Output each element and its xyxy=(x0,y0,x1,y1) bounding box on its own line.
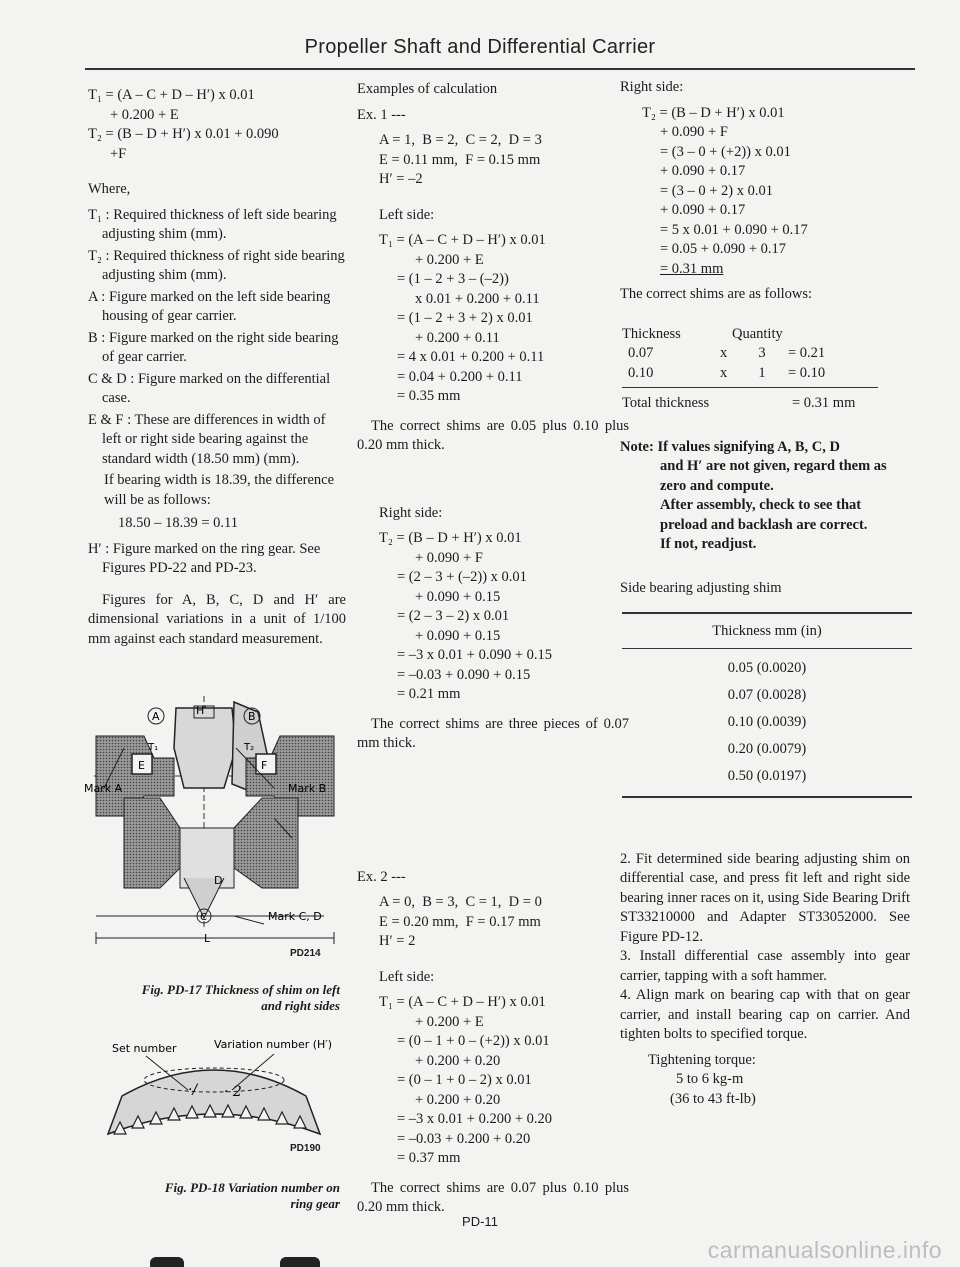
step-2: 2. Fit determined side bearing adjusting shim on differential case, and press fit left and right side bearing inner races on it, using Side Bearing Drift ST33210000 and Adapter ST33052000. See Figure PD-12. xyxy=(620,850,910,945)
ex2-right-line-1: T₂ = (B – D + H′) x 0.01 xyxy=(642,104,785,121)
table-divider xyxy=(622,387,878,388)
scan-artifact xyxy=(280,1257,320,1267)
def-difference: 18.50 – 18.39 = 0.11 xyxy=(118,515,239,531)
ex1-left-note: The correct shims are 0.05 plus 0.10 plus 0.20 mm thick. xyxy=(357,417,629,453)
def-t2: T₂ : Required thickness of right side bearing adjusting shim (mm). xyxy=(88,247,345,283)
def-a: A : Figure marked on the left side bearing housing of gear carrier. xyxy=(88,288,331,324)
ex2-left-line-8: = –0.03 + 0.200 + 0.20 xyxy=(397,1130,531,1147)
def-b: B : Figure marked on the right side bearing of gear carrier. xyxy=(88,329,339,365)
ex2-right-line-5: = (3 – 0 + 2) x 0.01 xyxy=(660,182,774,199)
ex2-right-side-label: Right side: xyxy=(620,79,684,95)
fig17-caption xyxy=(100,982,340,1014)
row1-qty: 3 xyxy=(758,345,766,361)
fig17-mark-cd: Mark C, D xyxy=(268,910,322,923)
note-line-4: After assembly, check to see that xyxy=(660,497,862,513)
column-middle xyxy=(357,80,629,1218)
fig17-caption-line2: and right sides xyxy=(261,998,340,1013)
ex1-right-side-label: Right side: xyxy=(379,504,443,521)
formula-t2: T₂ = (B – D + H′) x 0.01 + 0.090 xyxy=(88,126,279,142)
fig18-caption-line2: ring gear xyxy=(290,1196,340,1211)
fig17-label-e: E xyxy=(138,759,145,772)
note-line-6: If not, readjust. xyxy=(660,536,757,552)
table-row xyxy=(622,364,878,384)
shim-quantity-table xyxy=(622,325,878,414)
fig17-label-c: C xyxy=(200,912,207,923)
fig17-label-d: D xyxy=(214,874,223,887)
ex1-right-line-2: + 0.090 + F xyxy=(415,549,483,566)
figure-pd18 xyxy=(84,1030,346,1160)
note-line-5: preload and backlash are correct. xyxy=(660,516,868,533)
fig17-label-h: H′ xyxy=(196,704,207,717)
correct-shims-label: The correct shims are as follows: xyxy=(620,286,813,302)
ex1-right-line-1: T₂ = (B – D + H′) x 0.01 xyxy=(379,530,522,546)
ex2-left-line-4: + 0.200 + 0.20 xyxy=(415,1052,501,1069)
ex1-left-line-3: = (1 – 2 + 3 – (–2)) xyxy=(397,271,509,287)
header-quantity: Quantity xyxy=(732,325,783,342)
note-block xyxy=(620,438,920,555)
def-h: H′ : Figure marked on the ring gear. See Figures PD-22 and PD-23. xyxy=(88,540,321,576)
def-ef: E & F : These are differences in width of left or right side bearing against the standard width (18.50 mm) (mm). xyxy=(88,411,326,467)
fig17-label-t2: T₂ xyxy=(244,742,255,753)
table-row: 0.50 (0.0197) xyxy=(727,767,807,784)
row1-x: x xyxy=(720,345,728,361)
figure-pd18-drawing xyxy=(84,1030,346,1160)
shim-table-header: Thickness mm (in) xyxy=(712,623,822,639)
fig17-label-f: F xyxy=(261,759,268,772)
shim-quantity-header xyxy=(622,325,878,345)
fig17-caption-line1: Fig. PD-17 Thickness of shim on left xyxy=(141,982,340,997)
ex2-right-line-7: = 5 x 0.01 + 0.090 + 0.17 xyxy=(660,221,808,238)
ex2-right-line-8: = 0.05 + 0.090 + 0.17 xyxy=(660,241,787,257)
ex2-right-line-3: = (3 – 0 + (+2)) x 0.01 xyxy=(660,143,791,160)
ex2-left-note: The correct shims are 0.07 plus 0.10 plus 0.20 mm thick. xyxy=(357,1179,629,1215)
fig17-mark-b: Mark B xyxy=(288,782,327,795)
row1-result: = 0.21 xyxy=(788,345,826,361)
ex1-left-line-6: + 0.200 + 0.11 xyxy=(415,329,500,346)
fig17-label-a: A xyxy=(152,710,160,723)
fig17-label-t1: T₁ xyxy=(148,742,159,753)
torque-kgm: 5 to 6 kg-m xyxy=(676,1071,744,1087)
fig17-label-l: L xyxy=(204,932,211,945)
ex1-left-line-8: = 0.04 + 0.200 + 0.11 xyxy=(397,368,523,385)
ex1-right-note: The correct shims are three pieces of 0.07 mm thick. xyxy=(357,715,629,751)
fig18-code: PD190 xyxy=(290,1143,321,1154)
ex2-left-line-1: T₁ = (A – C + D – H′) x 0.01 xyxy=(379,994,546,1010)
torque-ftlb: (36 to 43 ft-lb) xyxy=(670,1090,756,1107)
fig18-caption-line1: Fig. PD-18 Variation number on xyxy=(164,1180,340,1195)
fig18-variation-number: Variation number (H′) xyxy=(214,1038,333,1051)
ex2-left-line-6: + 0.200 + 0.20 xyxy=(415,1091,501,1108)
fig17-mark-a: Mark A xyxy=(84,782,123,795)
formula-t2-cont: +F xyxy=(110,145,127,162)
header-rule xyxy=(85,68,915,70)
ex1-right-line-4: + 0.090 + 0.15 xyxy=(415,588,501,605)
table-row: 0.20 (0.0079) xyxy=(727,740,807,757)
ex2-label: Ex. 2 --- xyxy=(357,868,406,885)
total-row xyxy=(622,394,878,414)
watermark: carmanualsonline.info xyxy=(707,1237,942,1263)
def-t1: T₁ : Required thickness of left side bearing adjusting shim (mm). xyxy=(88,206,337,242)
ex1-right-line-8: = –0.03 + 0.090 + 0.15 xyxy=(397,666,531,683)
ex1-right-line-7: = –3 x 0.01 + 0.090 + 0.15 xyxy=(397,647,553,663)
where-label: Where, xyxy=(88,181,131,197)
row2-qty: 1 xyxy=(758,364,766,381)
ex1-left-line-9: = 0.35 mm xyxy=(397,388,461,404)
note-line-1: Note: If values signifying A, B, C, D xyxy=(620,438,840,455)
ex1-left-line-2: + 0.200 + E xyxy=(415,251,484,268)
ex2-right-line-2: + 0.090 + F xyxy=(660,124,728,140)
fig18-caption xyxy=(100,1180,340,1212)
row2-x: x xyxy=(720,364,728,381)
formula-t1: T₁ = (A – C + D – H′) x 0.01 xyxy=(88,87,255,103)
table-row: 0.05 (0.0020) xyxy=(727,659,807,676)
fig18-mark-variation: · 2 xyxy=(224,1084,242,1100)
ex2-right-line-4: + 0.090 + 0.17 xyxy=(660,163,746,179)
ex2-left-line-3: = (0 – 1 + 0 – (+2)) x 0.01 xyxy=(397,1033,550,1049)
ex1-left-line-5: = (1 – 2 + 3 + 2) x 0.01 xyxy=(397,310,533,326)
ex1-label: Ex. 1 --- xyxy=(357,106,406,123)
column-left xyxy=(88,86,346,649)
ex1-right-line-3: = (2 – 3 + (–2)) x 0.01 xyxy=(397,569,527,585)
ex2-val-3: H′ = 2 xyxy=(379,933,416,949)
torque-label: Tightening torque: xyxy=(648,1051,756,1068)
page-header: Propeller Shaft and Differential Carrier xyxy=(304,36,656,58)
ex2-left-line-9: = 0.37 mm xyxy=(397,1150,461,1166)
examples-title: Examples of calculation xyxy=(357,81,498,97)
header-thickness: Thickness xyxy=(622,325,681,342)
fig17-code: PD214 xyxy=(290,948,321,959)
ex2-left-line-5: = (0 – 1 + 0 – 2) x 0.01 xyxy=(397,1072,532,1088)
ex1-right-line-6: + 0.090 + 0.15 xyxy=(415,627,501,644)
table-row: 0.07 (0.0028) xyxy=(727,686,807,703)
page-number: PD-11 xyxy=(462,1214,498,1229)
ex2-val-2: E = 0.20 mm, F = 0.17 mm xyxy=(379,913,541,930)
ex1-val-3: H′ = –2 xyxy=(379,171,423,187)
figures-paragraph: Figures for A, B, C, D and H′ are dimensional variations in a unit of 1/100 mm against each standard measurement. xyxy=(88,591,346,647)
ex1-left-line-4: x 0.01 + 0.200 + 0.11 xyxy=(415,290,540,307)
fig17-label-b: B xyxy=(248,710,256,723)
fig18-set-number: Set number xyxy=(112,1042,177,1055)
step-3: 3. Install differential case assembly into gear carrier, tapping with a soft hammer. xyxy=(620,948,910,984)
row2-result: = 0.10 xyxy=(788,364,826,381)
row1-thickness: 0.07 xyxy=(628,345,654,361)
ex1-val-2: E = 0.11 mm, F = 0.15 mm xyxy=(379,151,541,168)
note-line-2: and H′ are not given, regard them as xyxy=(660,458,887,474)
ex1-left-line-1: T₁ = (A – C + D – H′) x 0.01 xyxy=(379,232,546,248)
def-cd: C & D : Figure marked on the differential case. xyxy=(88,370,331,406)
ex1-left-side-label: Left side: xyxy=(379,206,435,223)
step-4: 4. Align mark on bearing cap with that on gear carrier, and install bearing cap on carrier. And tighten bolts to specified torque. xyxy=(620,987,910,1042)
ex1-right-line-9: = 0.21 mm xyxy=(397,686,461,702)
shim-thickness-table xyxy=(622,612,912,798)
fig18-mark-set: ·/ xyxy=(188,1082,198,1098)
ex2-left-line-7: = –3 x 0.01 + 0.200 + 0.20 xyxy=(397,1111,553,1127)
table-row xyxy=(622,344,878,364)
total-value: = 0.31 mm xyxy=(792,395,856,411)
column-right xyxy=(620,78,920,1109)
ex2-right-line-6: + 0.090 + 0.17 xyxy=(660,202,746,218)
ex1-left-line-7: = 4 x 0.01 + 0.200 + 0.11 xyxy=(397,349,545,365)
ex2-val-1: A = 0, B = 3, C = 1, D = 0 xyxy=(379,894,542,910)
figure-pd17-drawing xyxy=(84,688,346,950)
ex1-val-1: A = 1, B = 2, C = 2, D = 3 xyxy=(379,132,542,148)
formula-t1-cont: + 0.200 + E xyxy=(110,106,179,123)
ex2-left-side-label: Left side: xyxy=(379,968,435,985)
shim-table-title: Side bearing adjusting shim xyxy=(620,579,782,596)
scan-artifact xyxy=(150,1257,184,1267)
ex1-right-line-5: = (2 – 3 – 2) x 0.01 xyxy=(397,608,510,624)
ex2-right-line-9: = 0.31 mm xyxy=(660,260,724,277)
note-line-3: zero and compute. xyxy=(660,477,774,494)
def-bearing-width: If bearing width is 18.39, the difference will be as follows: xyxy=(104,472,335,508)
figure-pd17 xyxy=(84,688,346,950)
ex2-left-line-2: + 0.200 + E xyxy=(415,1013,484,1030)
row2-thickness: 0.10 xyxy=(628,364,654,381)
total-label: Total thickness xyxy=(622,395,710,411)
table-row: 0.10 (0.0039) xyxy=(727,713,807,730)
